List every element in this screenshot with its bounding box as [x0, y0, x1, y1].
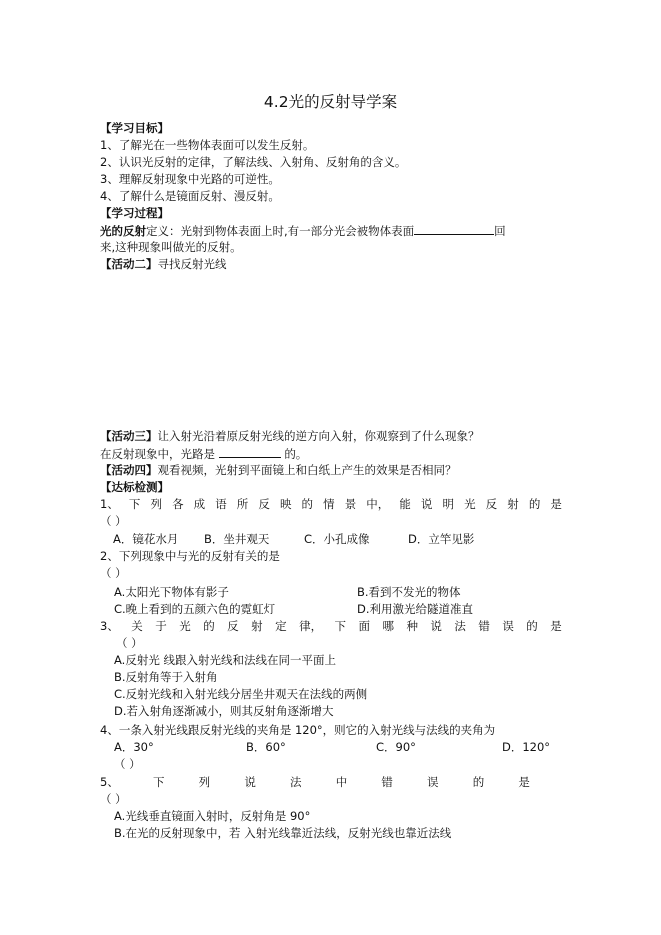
q1-stem-char: 各 — [172, 497, 184, 511]
q1-stem-char: 列 — [150, 497, 162, 511]
q5-stem — [100, 774, 530, 791]
q1-stem-char: 说 — [420, 497, 433, 511]
q4-option[interactable]: A．30° — [114, 740, 154, 754]
activity3 — [100, 428, 562, 445]
q3-stem-char: 射 — [251, 619, 263, 633]
q5-stem-char: 中 — [335, 775, 348, 789]
q3-option[interactable]: A.反射光 线跟入射光线和法线在同一平面上 — [114, 653, 336, 667]
definition-text: 定义：光射到物体表面上时,有一部分光会被物体表面 — [146, 224, 415, 238]
q1-stem-char: 景 — [344, 497, 357, 511]
fill-blank[interactable] — [219, 445, 281, 458]
q1-stem-char: 的 — [528, 497, 541, 511]
q3-stem-char: 定 — [275, 619, 287, 633]
q3-stem-char: 于 — [155, 619, 167, 633]
q3-stem-char: 下 — [334, 619, 347, 633]
page-title: 4.2光的反射导学案 — [263, 93, 398, 111]
q3-option[interactable]: D.若入射角逐渐减小，则其反射角逐渐增大 — [114, 704, 334, 718]
q3-stem-char: 误 — [502, 619, 514, 633]
q2-option[interactable]: A.太阳光下物体有影子 — [114, 585, 229, 599]
q3-stem-char: 种 — [406, 619, 418, 633]
q3-option[interactable]: B.反射角等于入射角 — [114, 670, 218, 684]
q1-stem-char: 反 — [258, 497, 270, 511]
activity3-text-a: 在反射现象中，光路是 — [100, 447, 215, 461]
answer-bracket[interactable]: （ ） — [114, 757, 141, 771]
q1-stem-char: 所 — [236, 497, 249, 511]
q5-stem-char: 误 — [427, 775, 439, 789]
answer-bracket[interactable]: （ ） — [100, 566, 127, 580]
q1-stem — [100, 496, 562, 513]
activity3-text-b: 的。 — [284, 447, 308, 461]
q5-stem-char: 下 — [153, 775, 165, 789]
q3-stem-char: 律， — [299, 619, 323, 633]
answer-bracket[interactable]: （ ） — [100, 792, 127, 806]
q1-stem-char: 射 — [507, 497, 519, 511]
q1-stem-char: 情 — [323, 497, 335, 511]
answer-bracket[interactable]: （ ） — [116, 636, 143, 650]
goal-item: 2、认识光反射的定律，了解法线、入射角、反射角的含义。 — [100, 155, 407, 169]
answer-bracket[interactable]: （ ） — [100, 514, 127, 528]
q3-stem-char: 说 — [430, 619, 442, 633]
q5-stem-char: 5、 — [100, 775, 119, 789]
definition-line-2: 来,这种现象叫做光的反射。 — [100, 240, 242, 254]
q3-stem-char: 光 — [179, 619, 191, 633]
q1-stem-char: 成 — [193, 497, 206, 511]
definition-text: 回 — [494, 224, 506, 238]
q3-stem-char: 反 — [227, 619, 239, 633]
q1-stem-char: 下 — [128, 497, 141, 511]
q1-stem-char: 明 — [442, 497, 454, 511]
q5-stem-char: 的 — [472, 775, 485, 789]
q1-stem-char: 映 — [279, 497, 292, 511]
q5-stem-char: 法 — [290, 775, 302, 789]
q3-stem-char: 哪 — [382, 619, 394, 633]
q3-stem-char: 是 — [550, 619, 562, 633]
q5-stem-char: 是 — [518, 775, 530, 789]
q1-stem-char: 语 — [215, 497, 227, 511]
activity4-text: 观看视频，光射到平面镜上和白纸上产生的效果是否相同？ — [157, 463, 457, 477]
q3-stem-char: 面 — [358, 619, 371, 633]
q1-stem-char: 中， — [366, 497, 390, 511]
activity3-label: 【活动三】 — [100, 429, 158, 443]
activity2-label: 【活动二】 — [100, 257, 158, 271]
q2-option[interactable]: B.看到不发光的物体 — [357, 585, 461, 599]
definition-line — [100, 222, 562, 240]
q5-option[interactable]: A.光线垂直镜面入射时，反射角是 90° — [114, 809, 311, 823]
q1-option[interactable]: D．立竿见影 — [408, 532, 475, 546]
q1-stem-char: 是 — [550, 497, 562, 511]
test-heading: 【达标检测】 — [100, 480, 169, 494]
goal-item: 3、理解反射现象中光路的可逆性。 — [100, 172, 280, 186]
q3-stem-char: 关 — [131, 619, 143, 633]
q3-option[interactable]: C.反射光线和入射光线分居坐井观天在法线的两侧 — [114, 687, 368, 701]
q5-option[interactable]: B.在光的反射现象中，若 入射光线靠近法线，反射光线也靠近法线 — [114, 826, 452, 840]
q1-option[interactable]: C．小孔成像 — [304, 532, 370, 546]
q3-stem — [100, 618, 562, 635]
activity2 — [100, 256, 562, 273]
activity3-line2 — [100, 445, 562, 463]
q5-stem-char: 说 — [244, 775, 256, 789]
q4-option[interactable]: D．120° — [502, 740, 551, 754]
q3-stem-char: 3、 — [100, 619, 119, 633]
q2-option[interactable]: D.利用激光给隧道准直 — [357, 602, 474, 616]
q3-stem-char: 的 — [203, 619, 215, 633]
definition-label: 光的反射 — [100, 224, 146, 238]
q1-stem-char: 反 — [485, 497, 498, 511]
q5-stem-char: 错 — [381, 775, 393, 789]
q2-option[interactable]: C.晚上看到的五颜六色的霓虹灯 — [114, 602, 276, 616]
q4-option[interactable]: C．90° — [376, 740, 416, 754]
q1-option[interactable]: B．坐井观天 — [204, 532, 270, 546]
q2-stem: 2、下列现象中与光的反射有关的是 — [100, 549, 280, 563]
goal-item: 1、了解光在一些物体表面可以发生反射。 — [100, 138, 315, 152]
activity2-text: 寻找反射光线 — [157, 257, 227, 271]
q1-stem-char: 1、 — [100, 497, 119, 511]
q1-stem-char: 能 — [399, 497, 411, 511]
q1-option[interactable]: A．镜花水月 — [113, 532, 179, 546]
q4-stem: 4、一条入射光线跟反射光线的夹角是 120°，则它的入射光线与法线的夹角为 — [100, 723, 496, 737]
fill-blank[interactable] — [414, 222, 494, 235]
activity4-label: 【活动四】 — [100, 463, 158, 477]
process-heading: 【学习过程】 — [100, 206, 169, 220]
q3-stem-char: 的 — [526, 619, 538, 633]
q5-stem-char: 列 — [198, 775, 211, 789]
goals-heading: 【学习目标】 — [100, 121, 169, 135]
activity4 — [100, 462, 562, 479]
goal-item: 4、了解什么是镜面反射、漫反射。 — [100, 189, 280, 203]
q1-stem-char: 光 — [464, 497, 476, 511]
q3-stem-char: 错 — [478, 619, 490, 633]
q1-stem-char: 的 — [301, 497, 314, 511]
q4-option[interactable]: B．60° — [246, 740, 286, 754]
q3-stem-char: 法 — [454, 619, 466, 633]
activity3-text: 让入射光沿着原反射光线的逆方向入射，你观察到了什么现象？ — [157, 429, 480, 443]
